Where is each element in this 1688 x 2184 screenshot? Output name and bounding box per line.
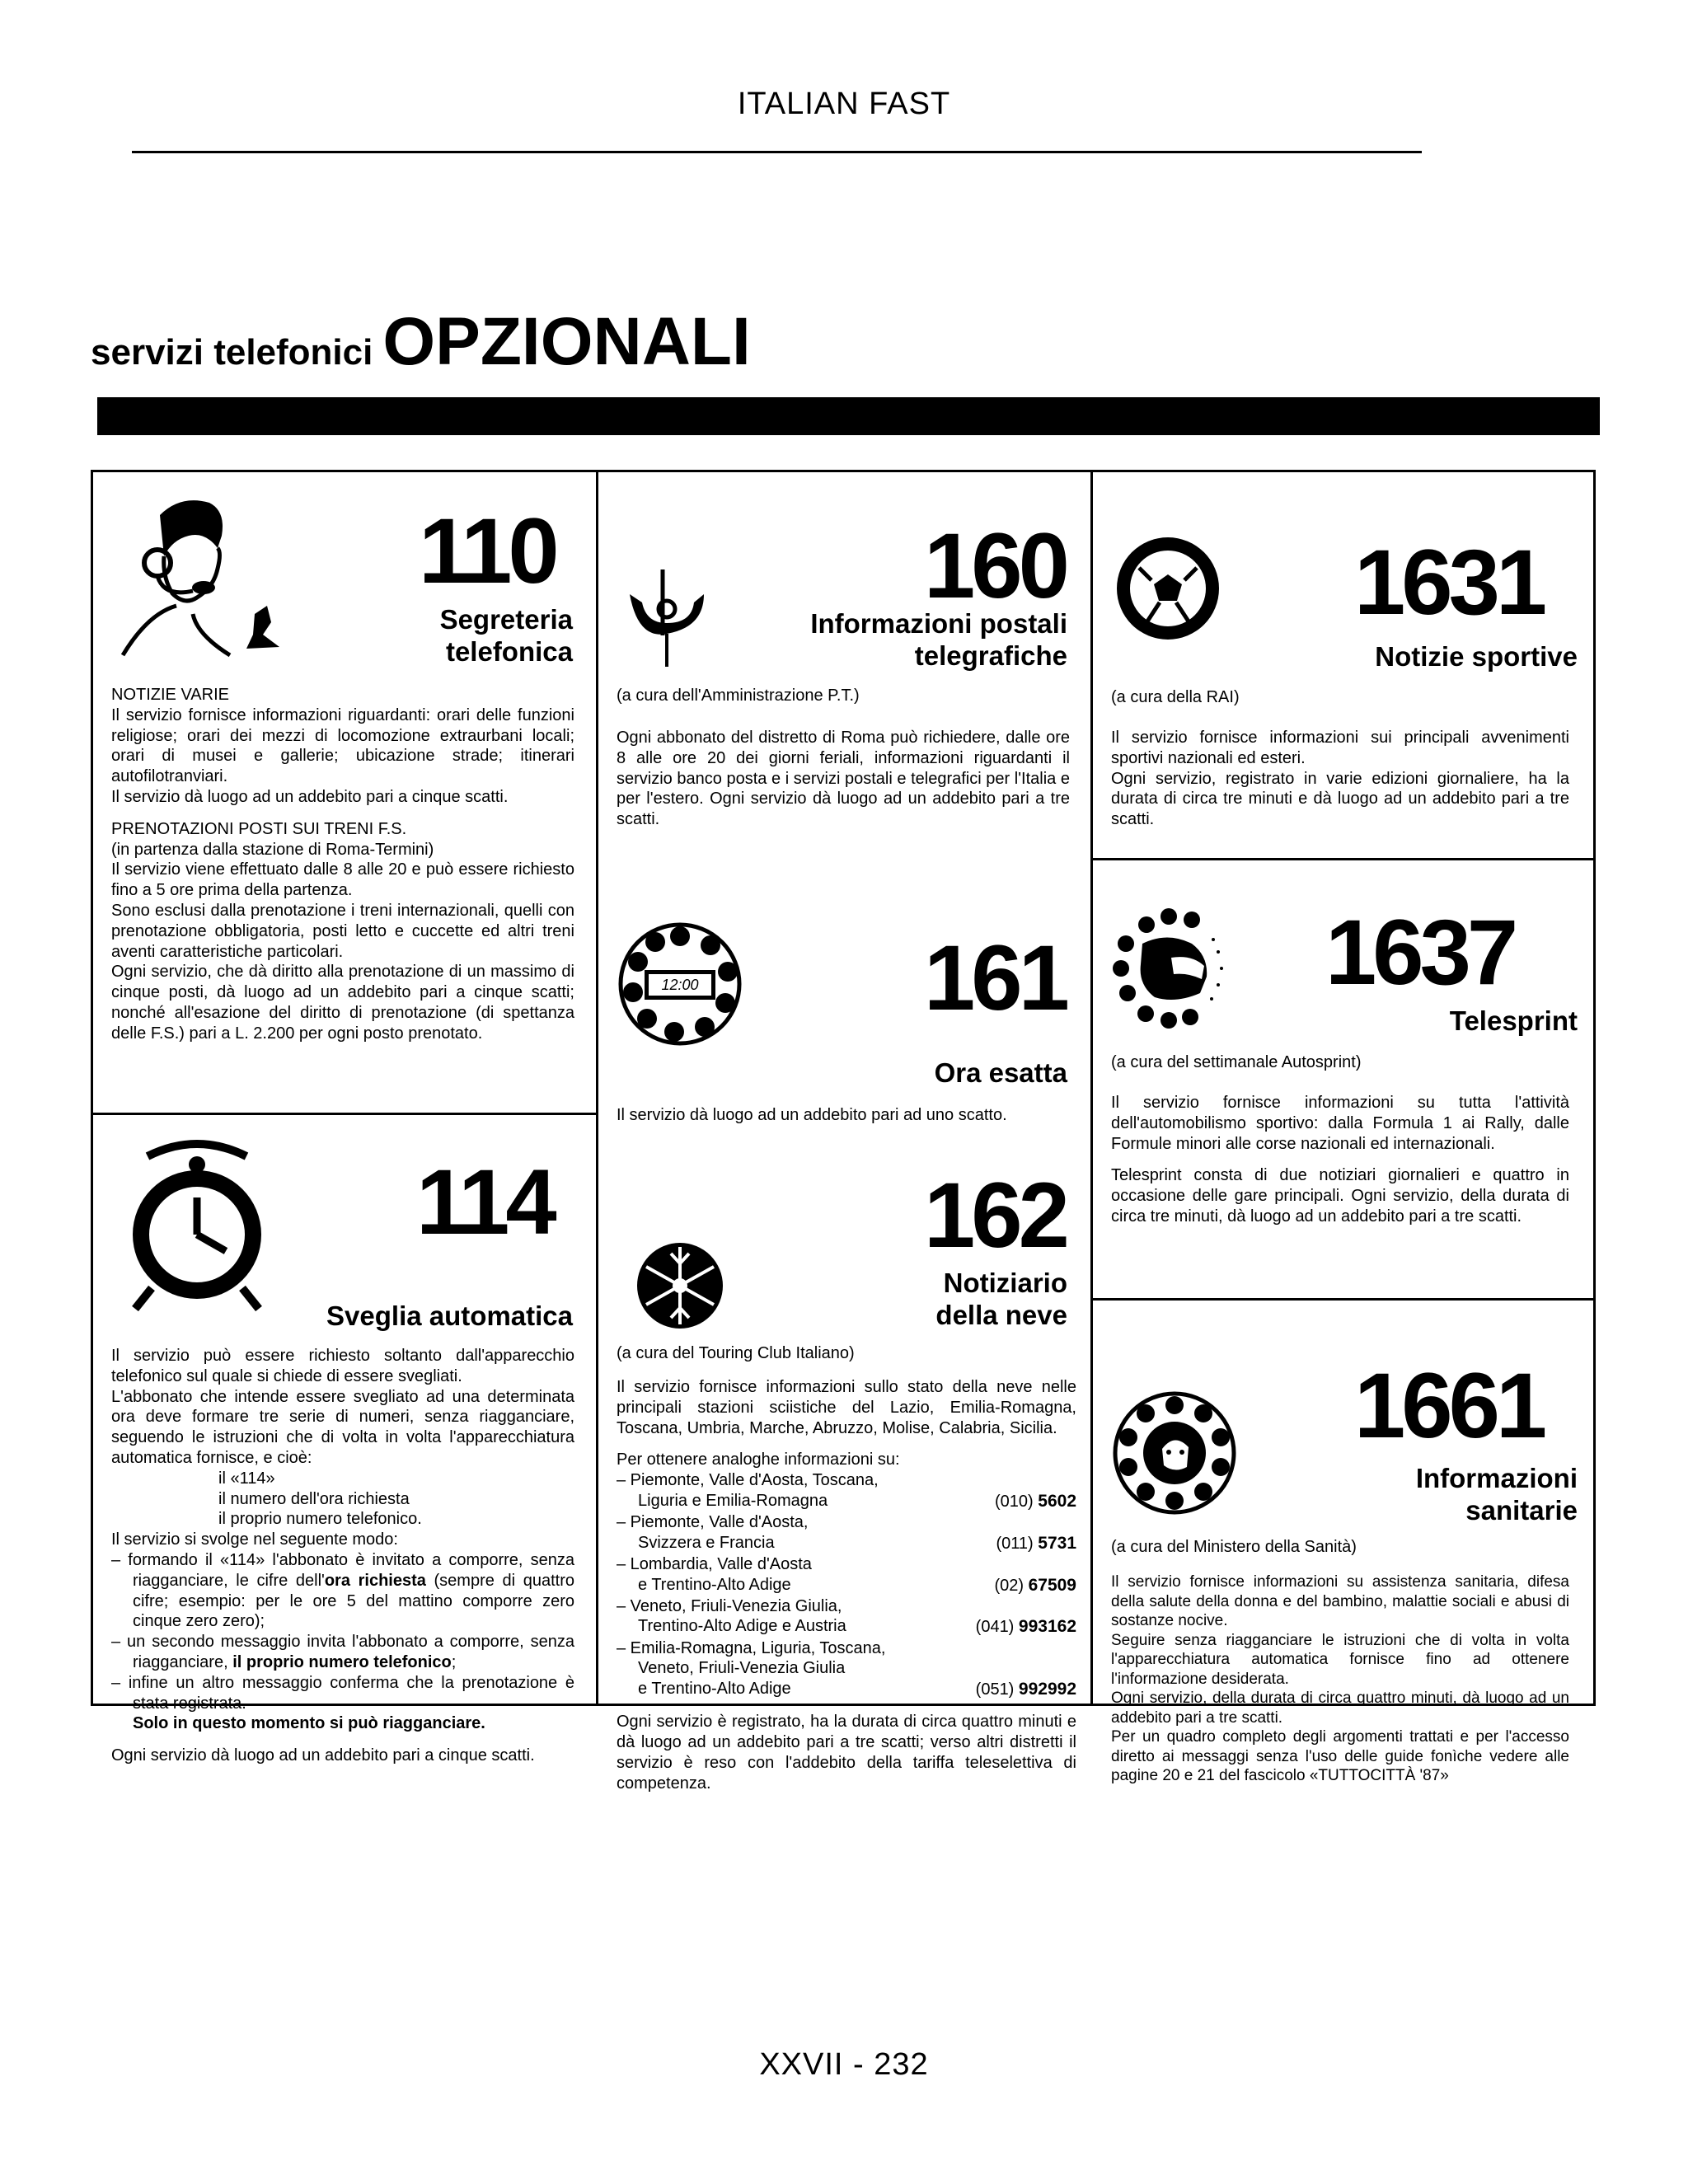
curator-1637: (a cura del settimanale Autosprint) <box>1111 1053 1362 1071</box>
service-name-1631: Notizie sportive <box>1375 641 1578 672</box>
page-title <box>91 303 751 381</box>
post-horn-icon <box>621 569 712 668</box>
soccer-ball-icon <box>1114 535 1221 642</box>
service-number-110: 110 <box>419 499 556 602</box>
service-number-1661: 1661 <box>1354 1354 1544 1457</box>
service-text-1631: Il servizio fornisce informazioni sui principali avvenimenti sportivi nazionali ed esteri. Ogni servizio, registrato in varie edizioni giornaliere, ha la durata di circa tre minuti e dà luogo ad un addebito pari a tre scatti. <box>1111 729 1569 829</box>
running-head: ITALIAN FAST <box>737 87 951 121</box>
service-text-161: Il servizio dà luogo ad un addebito pari ad uno scatto. <box>617 1106 1007 1124</box>
dial-display: 12:00 <box>661 977 699 993</box>
service-name-1661: Informazioni sanitarie <box>1415 1463 1578 1526</box>
title-main: OPZIONALI <box>382 304 751 379</box>
service-110 <box>93 472 596 1113</box>
service-name-162: Notiziario della neve <box>935 1268 1067 1330</box>
page-number: XXVII - 232 <box>759 2047 929 2082</box>
service-name-110: Segreteria telefonica <box>439 604 573 667</box>
curator-162: (a cura del Touring Club Italiano) <box>617 1344 855 1362</box>
service-160 <box>598 472 1090 860</box>
region-item: – Piemonte, Valle d'Aosta, Toscana, Liguria e Emilia-Romagna (010) 5602 <box>617 1471 1076 1511</box>
telephone-operator-icon <box>115 490 296 663</box>
rotary-dial-doctor-icon <box>1113 1391 1236 1515</box>
service-number-162: 162 <box>924 1164 1066 1267</box>
service-name-1637: Telesprint <box>1449 1005 1578 1036</box>
service-number-1631: 1631 <box>1354 531 1544 634</box>
services-grid <box>91 470 1596 1793</box>
service-number-1637: 1637 <box>1325 901 1515 1004</box>
service-number-114: 114 <box>416 1151 553 1254</box>
service-number-160: 160 <box>924 514 1066 617</box>
service-text-1661: Il servizio fornisce informazioni su assistenza sanitaria, difesa della salute della donna e del bambino, malattie sociali e abusi di sostanze nocive. Seguire senza riagganciare le istruzioni che di volta in volta l'apparecchiatura automatica fornisce fino ad ottenere l'informazione desiderata. Ogni servizio, della durata di circa quattro minuti, dà luogo ad un addebito pari a tre scatti. Per un quadro completo degli argomenti trattati e per l'accesso diretto ai messaggi senza l'uso delle guide fonìche vedere alle pagine 20 e 21 del fascicolo «TUTTOCITTÀ '87» <box>1111 1573 1569 1785</box>
alarm-clock-icon <box>115 1140 279 1313</box>
service-text-114: Il servizio può essere richiesto soltanto dall'apparecchio telefonico sul quale si chiede di essere svegliati. L'abbonato che intende essere svegliato ad una determinata ora deve formare tre serie di numeri, senza riagganciare, seguendo le istruzioni che di volta in volta l'apparecchiatura automatica fornisce, e cioè: il «114» il numero dell'ora richiesta il proprio numero telefonico. Il servizio si svolge nel seguente modo: – formando il «114» l'abbonato è invitato a comporre, senza riagganciare, le cifre dell'ora richiesta (sempre di quattro cifre; esempio: per le ore 5 del mattino comporre zero cinque zero zero); – un secondo messaggio invita l'abbonato a comporre, senza riagganciare, il proprio numero telefonico; – infine un altro messaggio conferma che la prenotazione è stata registrata. Solo in questo momento si può riagganciare. Ogni servizio dà luogo ad un addebito pari a cinque scatti. <box>111 1347 574 1765</box>
service-161 <box>598 860 1090 1165</box>
service-114 <box>93 1115 596 1765</box>
snowflake-icon <box>635 1240 725 1331</box>
rotary-dial-clock-icon <box>618 922 742 1046</box>
service-1661 <box>1093 1301 1596 1785</box>
region-item: – Veneto, Friuli-Venezia Giulia, Trentino-Alto Adige e Austria (041) 993162 <box>617 1596 1076 1637</box>
service-162 <box>598 1164 1090 1793</box>
service-text-110: NOTIZIE VARIE Il servizio fornisce informazioni riguardanti: orari delle funzioni religiose; orari dei mezzi di locomozione extraurbani locali; orari di musei e gallerie; ubicazione strade; itinerari autofilotranviari. Il servizio dà luogo ad un addebito pari a cinque scatti. PRENOTAZIONI POSTI SUI TRENI F.S. (in partenza dalla stazione di Roma-Termini) Il servizio viene effettuato dalle 8 alle 20 e può essere richiesto fino a 5 ore prima della partenza. Sono esclusi dalla prenotazione i treni internazionali, quelli con prenotazione obbligatoria, posti letto e cuccette ed altri treni aventi caratteristiche particolari. Ogni servizio, che dà diritto alla prenotazione di un massimo di cinque posti, dà luogo ad un addebito pari a cinque scatti; nonché all'esazione del diritto di prenotazione (di spettanza delle F.S.) pari a L. 2.200 per ogni posto prenotato. <box>111 686 574 1043</box>
region-item: – Piemonte, Valle d'Aosta, Svizzera e Francia (011) 5731 <box>617 1513 1076 1553</box>
service-text-1637: Il servizio fornisce informazioni su tutta l'attività dell'automobilismo sportivo: dalla Formula 1 ai Rally, dalle Formule minori alle corse nazionali ed internazionali. Telesprint consta di due notiziari giornalieri e quattro in occasione delle gare principali. Ogni servizio, della durata di circa tre minuti, dà luogo ad un addebito pari a tre scatti. <box>1111 1094 1569 1226</box>
curator-1661: (a cura del Ministero della Sanità) <box>1111 1538 1357 1556</box>
racing-helmet-icon <box>1109 907 1233 1030</box>
service-name-160: Informazioni postali telegrafiche <box>810 608 1067 671</box>
curator-1631: (a cura della RAI) <box>1111 688 1240 706</box>
service-1631 <box>1093 472 1596 858</box>
service-number-161: 161 <box>924 926 1066 1029</box>
title-bar <box>97 397 1600 435</box>
service-text-160: Ogni abbonato del distretto di Roma può richiedere, dalle ore 8 alle ore 20 dei giorni feriali, informazioni riguardanti il servizio banco posta e i servizi postali e telegrafici per l'Italia e per l'estero. Ogni servizio dà luogo ad un addebito pari a tre scatti. <box>617 729 1070 829</box>
service-name-114: Sveglia automatica <box>326 1301 573 1331</box>
service-1637 <box>1093 860 1596 1298</box>
service-name-161: Ora esatta <box>934 1057 1067 1088</box>
region-item: – Lombardia, Valle d'Aosta e Trentino-Alto Adige (02) 67509 <box>617 1554 1076 1595</box>
title-prefix: servizi telefonici <box>91 332 373 373</box>
service-text-162: Il servizio fornisce informazioni sullo stato della neve nelle principali stazioni sciistiche del Lazio, Emilia-Romagna, Toscana, Umbria, Marche, Abruzzo, Molise, Calabria, Sicilia. Per ottenere analoghe informazioni su: – Piemonte, Valle d'Aosta, Toscana, Liguria e Emilia-Romagna (010) 5602 – Piemonte, Valle d'Aosta, Svizzera e Francia (011) 5731 – Lombardia, Valle d'Aosta e Trentino-Alto Adige (02) 67509 – Veneto, Friuli-Venezia Giulia, Trentino-Alto Adige e Austria (041) 993162 – Emilia-Romagna, Liguria, Toscana, Veneto, Friuli-Venezia Giulia e Trentino-Alto Adige (051) 992992 Ogni servizio è registrato, ha la durata di circa quattro minuti e dà luogo ad un addebito pari a tre scatti; verso altri distretti il servizio è reso con l'addebito della tariffa teleselettiva di competenza. <box>617 1378 1076 1793</box>
region-item: – Emilia-Romagna, Liguria, Toscana, Veneto, Friuli-Venezia Giulia e Trentino-Alto Adige (051) 992992 <box>617 1638 1076 1699</box>
header-rule <box>132 151 1422 153</box>
curator-160: (a cura dell'Amministrazione P.T.) <box>617 687 860 705</box>
